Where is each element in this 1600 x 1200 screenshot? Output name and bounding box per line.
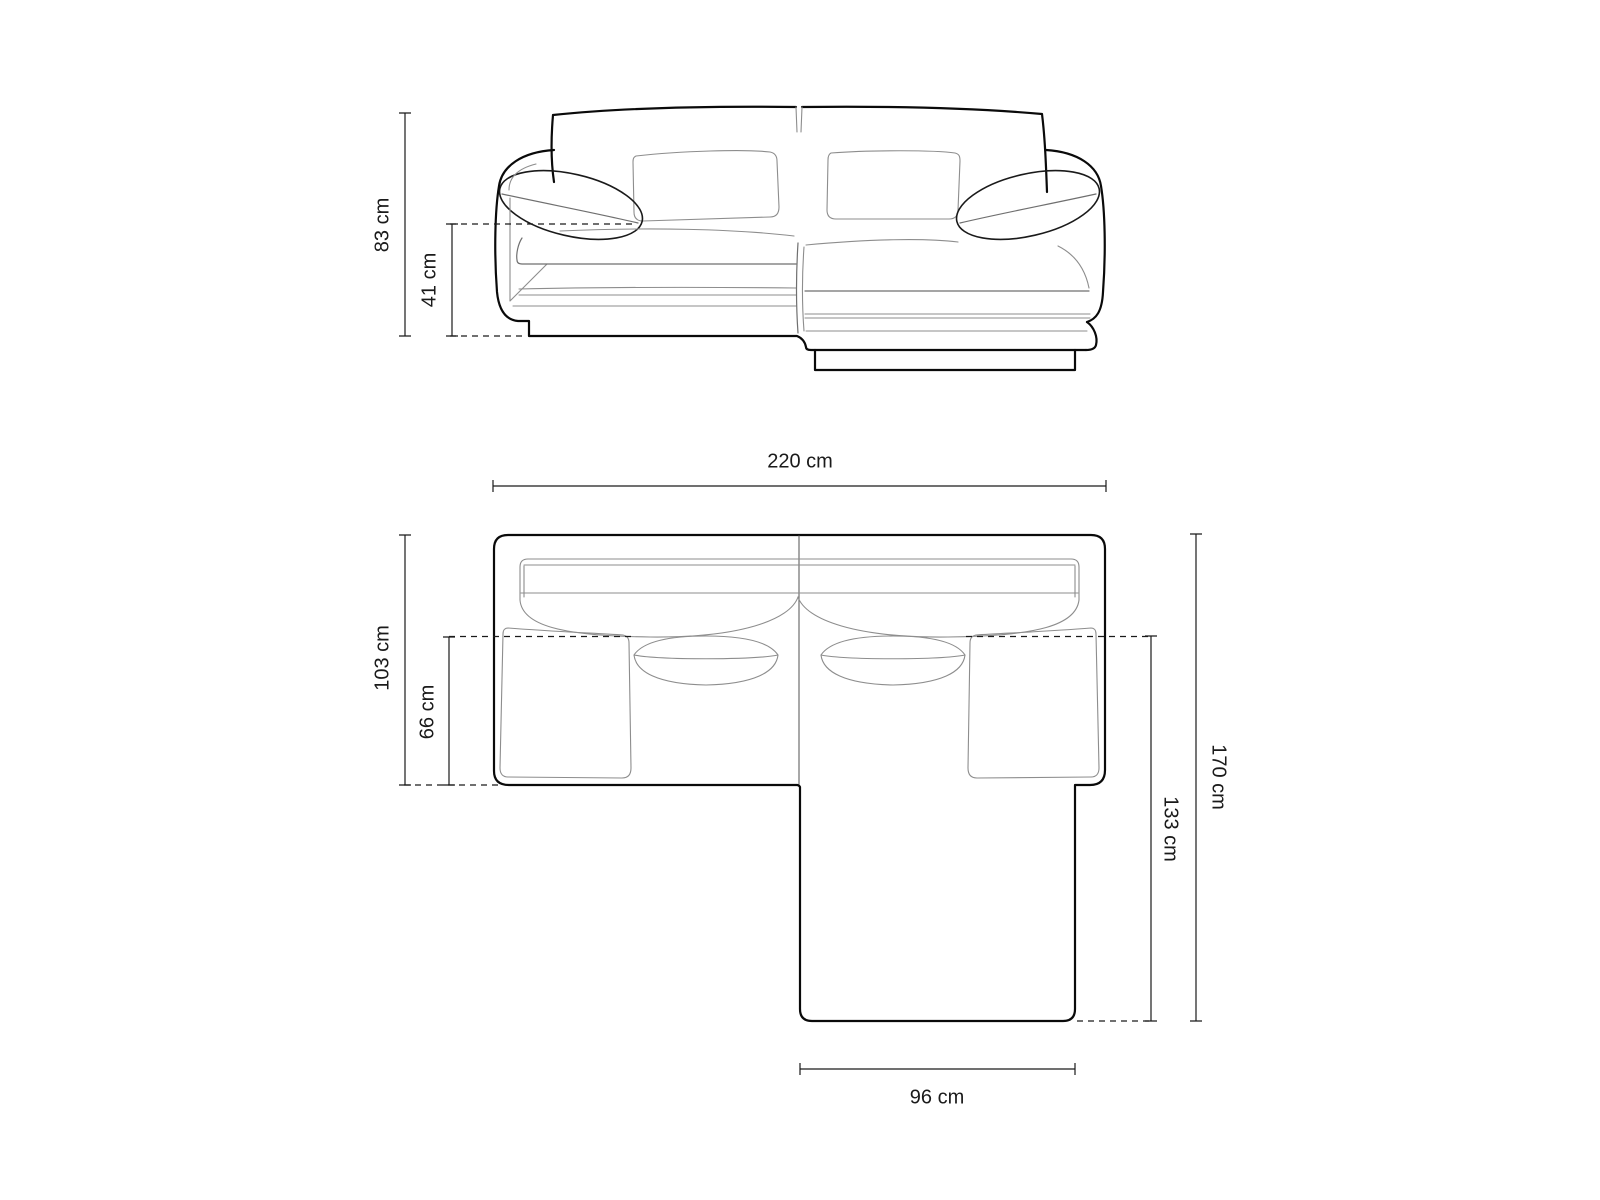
dimension-label-chaise-width: 96 cm	[909, 1086, 965, 1109]
back-pillows-front	[633, 151, 960, 221]
dimension-label-seat-depth: 66 cm	[416, 684, 439, 740]
armrest-cushion-right-plan	[968, 628, 1099, 778]
arm-frame-right	[1046, 150, 1105, 322]
backrest-right-outline	[802, 107, 1047, 192]
armrest-cushion-right-seam	[960, 194, 1096, 223]
dimension-line-chaise-length	[1145, 636, 1157, 1021]
seat-top-edge-left	[560, 229, 794, 236]
dimension-chaise-length	[1145, 636, 1182, 1021]
backrest-center-split	[796, 107, 802, 132]
seat-front-top-left	[517, 238, 796, 264]
arm-frame-right-bulge	[1086, 322, 1097, 350]
dimension-line-seat-height	[446, 224, 458, 336]
center-crack-left	[797, 243, 799, 333]
dimension-total-height	[371, 113, 411, 336]
dimension-seat-height	[418, 224, 458, 336]
dimension-label-total-height: 83 cm	[371, 197, 394, 253]
seat-oval-left-top	[634, 636, 778, 655]
seat-oval-left-seam	[634, 655, 778, 659]
seat-cushion-left-front	[513, 229, 796, 306]
armrest-cushions-front	[493, 158, 1106, 251]
chaise-plinth-front	[815, 350, 1075, 370]
seat-cushion-chaise-front	[797, 240, 1091, 333]
dimension-line-seat-depth	[443, 637, 455, 785]
dimension-seat-depth	[416, 637, 455, 785]
backrest-front	[552, 107, 1047, 192]
armrest-cushion-left-plan	[500, 628, 631, 778]
center-crack-right	[803, 247, 805, 331]
top-view	[371, 450, 1229, 1108]
seat-oval-right-seam	[821, 655, 965, 659]
backrest-left-outline	[552, 107, 796, 182]
dimension-body-depth	[371, 535, 411, 785]
seat-oval-right-top	[821, 636, 965, 655]
seat-oval-left-bottom	[634, 655, 778, 685]
dimension-line-total-width	[493, 480, 1106, 492]
dimension-label-total-depth: 170 cm	[1207, 744, 1230, 810]
back-pillow-left	[633, 151, 779, 221]
dimension-total-width	[493, 450, 1106, 492]
dimension-label-chaise-length: 133 cm	[1159, 796, 1182, 862]
dimension-line-body-depth	[399, 535, 411, 785]
dimension-line-chaise-width	[800, 1063, 1075, 1075]
armrest-cushion-right	[950, 158, 1106, 251]
chaise-top-edge	[806, 240, 1089, 288]
arm-frame-left	[495, 150, 1086, 350]
dimension-line-total-depth	[1190, 534, 1202, 1021]
dimension-label-seat-height: 41 cm	[418, 252, 441, 308]
seat-oval-right-bottom	[821, 655, 965, 685]
front-view	[371, 107, 1106, 370]
dimension-line-total-height	[399, 113, 411, 336]
dimension-chaise-width	[800, 1063, 1075, 1108]
dimension-label-total-width: 220 cm	[767, 450, 833, 473]
seat-seam-left	[519, 287, 796, 289]
back-pillow-right	[827, 151, 960, 219]
arm-frame-left-inner	[509, 164, 547, 301]
dimension-total-depth	[1190, 534, 1230, 1021]
armrest-cushion-left	[493, 158, 649, 251]
dimension-label-body-depth: 103 cm	[371, 625, 394, 691]
